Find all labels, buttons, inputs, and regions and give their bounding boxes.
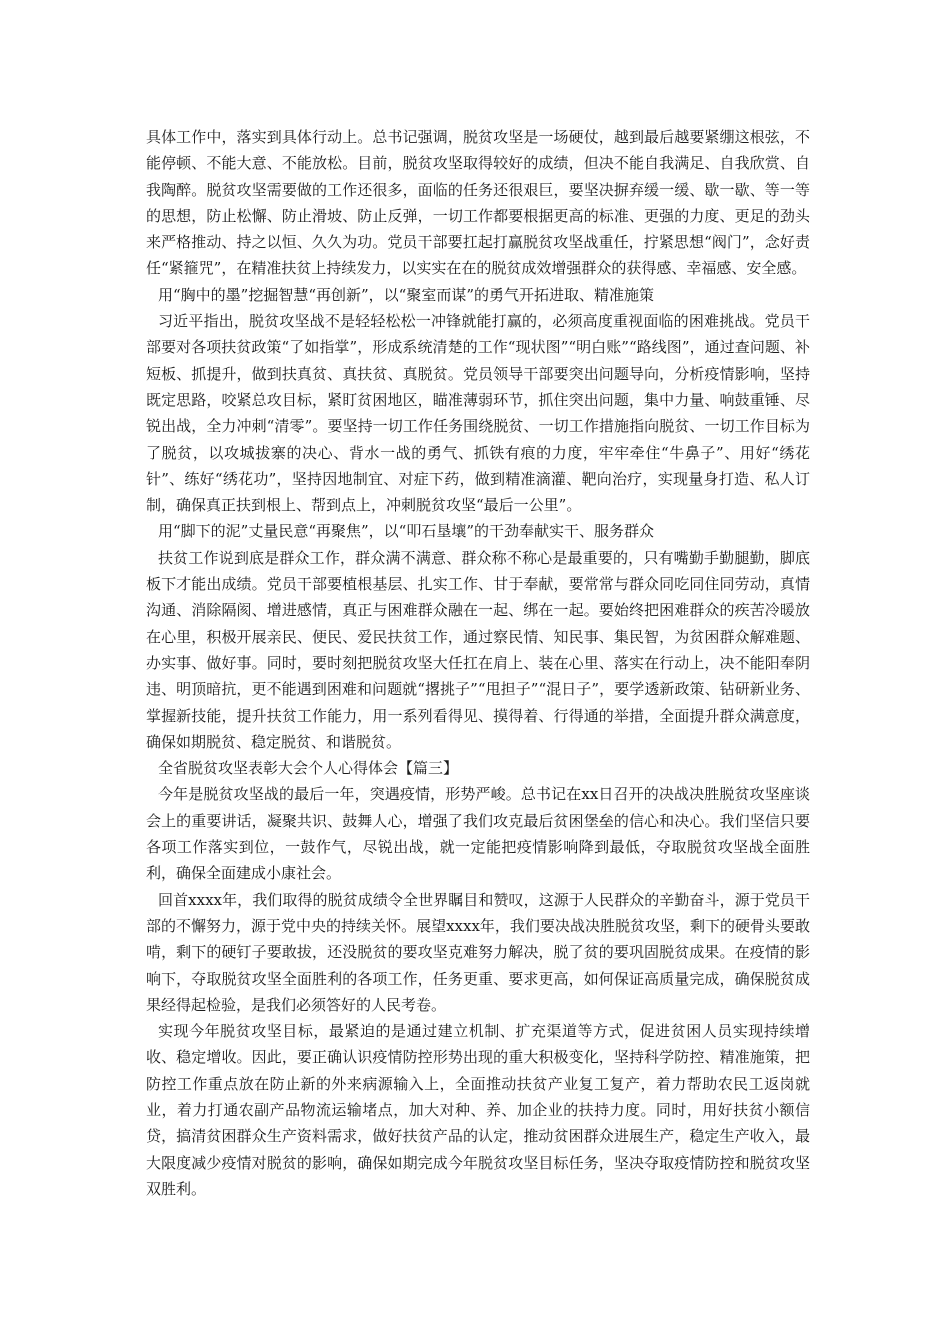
section-heading-two: 用“脚下的泥”丈量民意“再聚焦”，以“叩石垦壤”的干劲奉献实干、服务群众 <box>158 522 655 541</box>
paragraph-continuation: 具体工作中，落实到具体行动上。总书记强调，脱贫攻坚是一场硬仗，越到最后越要紧绷这根弦，不能停顿、不能大意、不能放松。目前，脱贫攻坚取得较好的成绩，但决不能自我满足、自我欣赏、自我陶醉。脱贫攻坚需要做的工作还很多，面临的任务还很艰巨，要坚决摒弃缓一缓、歇一歇、等一等的思想，防止松懈、防止滑坡、防止反弹，一切工作都要根据更高的标准、更强的力度、更足的劲头来严格推动、持之以恒、久久为功。党员干部要扛起打赢脱贫攻坚战重任，拧紧思想“阀门”，念好责任“紧箍咒”，在精准扶贫上持续发力，以实实在在的脱贫成效增强群众的获得感、幸福感、安全感。 <box>146 128 810 278</box>
paragraph: 实现今年脱贫攻坚目标，最紧迫的是通过建立机制、扩充渠道等方式，促进贫困人员实现持续增收、稳定增收。因此，要正确认识疫情防控形势出现的重大积极变化，坚持科学防控、精准施策，把防控工作重点放在防止新的外来病源输入上，全面推动扶贫产业复工复产，着力帮助农民工返岗就业，着力打通农副产品物流运输堵点，加大对种、养、加企业的扶持力度。同时，用好扶贫小额信贷，搞清贫困群众生产资料需求，做好扶贫产品的认定，推动贫困群众进展生产，稳定生产收入，最大限度减少疫情对脱贫的影响，确保如期完成今年脱贫攻坚目标任务，坚决夺取疫情防控和脱贫攻坚双胜利。 <box>146 1022 810 1198</box>
paragraph: 今年是脱贫攻坚战的最后一年，突遇疫情，形势严峻。总书记在xx日召开的决战决胜脱贫攻坚座谈会上的重要讲话，凝聚共识、鼓舞人心，增强了我们攻克最后贫困堡垒的信心和决心。我们坚信只要各项工作落实到位，一鼓作气，尽锐出战，就一定能把疫情影响降到最低，夺取脱贫攻坚战全面胜利，确保全面建成小康社会。 <box>146 785 810 883</box>
paragraph: 回首xxxx年，我们取得的脱贫成绩令全世界瞩目和赞叹，这源于人民群众的辛勤奋斗，源于党员干部的不懈努力，源于党中央的持续关怀。展望xxxx年，我们要决战决胜脱贫攻坚，剩下的硬骨头要敢啃，剩下的硬钉子要敢拔，还没脱贫的要攻坚克难努力解决，脱了贫的要巩固脱贫成果。在疫情的影响下，夺取脱贫攻坚全面胜利的各项工作，任务更重、要求更高，如何保证高质量完成，确保脱贫成果经得起检验，是我们必须答好的人民考卷。 <box>146 890 810 1014</box>
section-heading-one: 用“胸中的墨”挖掘智慧“再创新”，以“聚室而谋”的勇气开拓进取、精准施策 <box>158 285 655 304</box>
paragraph: 扶贫工作说到底是群众工作，群众满不满意、群众称不称心是最重要的，只有嘴勤手勤腿勤，脚底板下才能出成绩。党员干部要植根基层、扎实工作、甘于奉献，要常常与群众同吃同住同劳动，真情沟通、消除隔阂、增进感情，真正与困难群众融在一起、绑在一起。要始终把困难群众的疾苦冷暖放在心里，积极开展亲民、便民、爱民扶贫工作，通过察民情、知民事、集民智，为贫困群众解难题、办实事、做好事。同时，要时刻把脱贫攻坚大任扛在肩上、装在心里、落实在行动上，决不能阳奉阴违、明顶暗抗，更不能遇到困难和问题就“撂挑子”“甩担子”“混日子”，要学透新政策、钻研新业务、掌握新技能，提升扶贫工作能力，用一系列看得见、摸得着、行得通的举措，全面提升群众满意度，确保如期脱贫、稳定脱贫、和谐脱贫。 <box>146 548 810 751</box>
article-title: 全省脱贫攻坚表彰大会个人心得体会【篇三】 <box>158 759 459 778</box>
document-body <box>146 124 810 1202</box>
paragraph: 习近平指出，脱贫攻坚战不是轻轻松松一冲锋就能打赢的，必须高度重视面临的困难挑战。党员干部要对各项扶贫政策“了如指掌”，形成系统清楚的工作“现状图”“明白账”“路线图”，通过查问题、补短板、抓提升，做到扶真贫、真扶贫、真脱贫。党员领导干部要突出问题导向，分析疫情影响，坚持既定思路，咬紧总攻目标，紧盯贫困地区，瞄准薄弱环节，抓住突出问题，集中力量、响鼓重锤、尽锐出战，全力冲刺“清零”。要坚持一切工作任务围绕脱贫、一切工作措施指向脱贫、一切工作目标为了脱贫，以攻城拔寨的决心、背水一战的勇气、抓铁有痕的力度，牢牢牵住“牛鼻子”、用好“绣花针”、练好“绣花功”，坚持因地制宜、对症下药，做到精准滴灌、靶向治疗，实现量身打造、私人订制，确保真正扶到根上、帮到点上，冲刺脱贫攻坚“最后一公里”。 <box>146 312 810 515</box>
